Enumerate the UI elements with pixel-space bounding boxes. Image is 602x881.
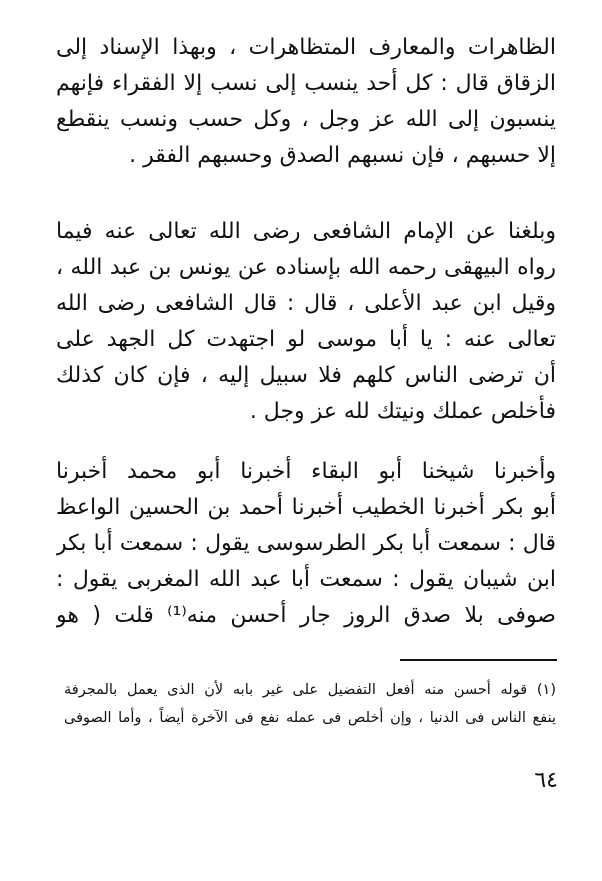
- footnote-line: (١) قوله أحسن منه أفعل التفضيل على غير بابه لأن الذى يعمل بالمجرفة: [64, 682, 556, 698]
- text-line: قال : سمعت أبا بكر الطرسوسى يقول : سمعت أبا بكر: [56, 531, 556, 556]
- text-line: ابن شيبان يقول : سمعت أبا عبد الله المغربى يقول :: [56, 567, 556, 592]
- page-number: ٦٤: [534, 768, 558, 793]
- text-line: أن ترضى الناس كلهم فلا سبيل إليه ، فإن كان كذلك: [56, 363, 556, 388]
- text-line: أبو بكر أخبرنا الخطيب أخبرنا أحمد بن الحسين الواعظ: [56, 495, 556, 520]
- footnotes: [64, 676, 556, 732]
- text-line: ينسبون إلى الله عز وجل ، وكل حسب ونسب ينقطع: [56, 107, 556, 132]
- footnote-divider: [400, 659, 557, 661]
- text-line: الظاهرات والمعارف المتظاهرات ، وبهذا الإسناد إلى: [56, 35, 556, 60]
- text-line: وأخبرنا شيخنا أبو البقاء أخبرنا أبو محمد أخبرنا: [56, 459, 556, 484]
- text-line: إلا حسبهم ، فإن نسبهم الصدق وحسبهم الفقر .: [129, 143, 556, 168]
- paragraph-3: [56, 454, 556, 634]
- paragraph-2: [56, 214, 556, 430]
- text-line: رواه البيهقى رحمه الله بإسناده عن يونس بن عبد الله ،: [56, 255, 556, 280]
- text-line: الزقاق قال : كل أحد ينسب إلى نسب إلا الفقراء فإنهم: [56, 71, 556, 96]
- paragraph-1: [56, 30, 556, 174]
- text-line: فأخلص عملك ونيتك لله عز وجل .: [249, 399, 556, 424]
- text-line: صوفى بلا صدق الروز جار أحسن منه⁽¹⁾ قلت ( هو: [56, 603, 556, 628]
- text-line: وبلغنا عن الإمام الشافعى رضى الله تعالى عنه فيما: [56, 219, 556, 244]
- text-line: تعالى عنه : يا أبا موسى لو اجتهدت كل الجهد على: [56, 327, 556, 352]
- footnote-line: ينفع الناس فى الدنيا ، وإن أخلص فى عمله نفع فى الآخرة أيضاً ، وأما الصوفى: [64, 710, 556, 726]
- text-line: وقيل ابن عبد الأعلى ، قال : قال الشافعى رضى الله: [56, 291, 556, 316]
